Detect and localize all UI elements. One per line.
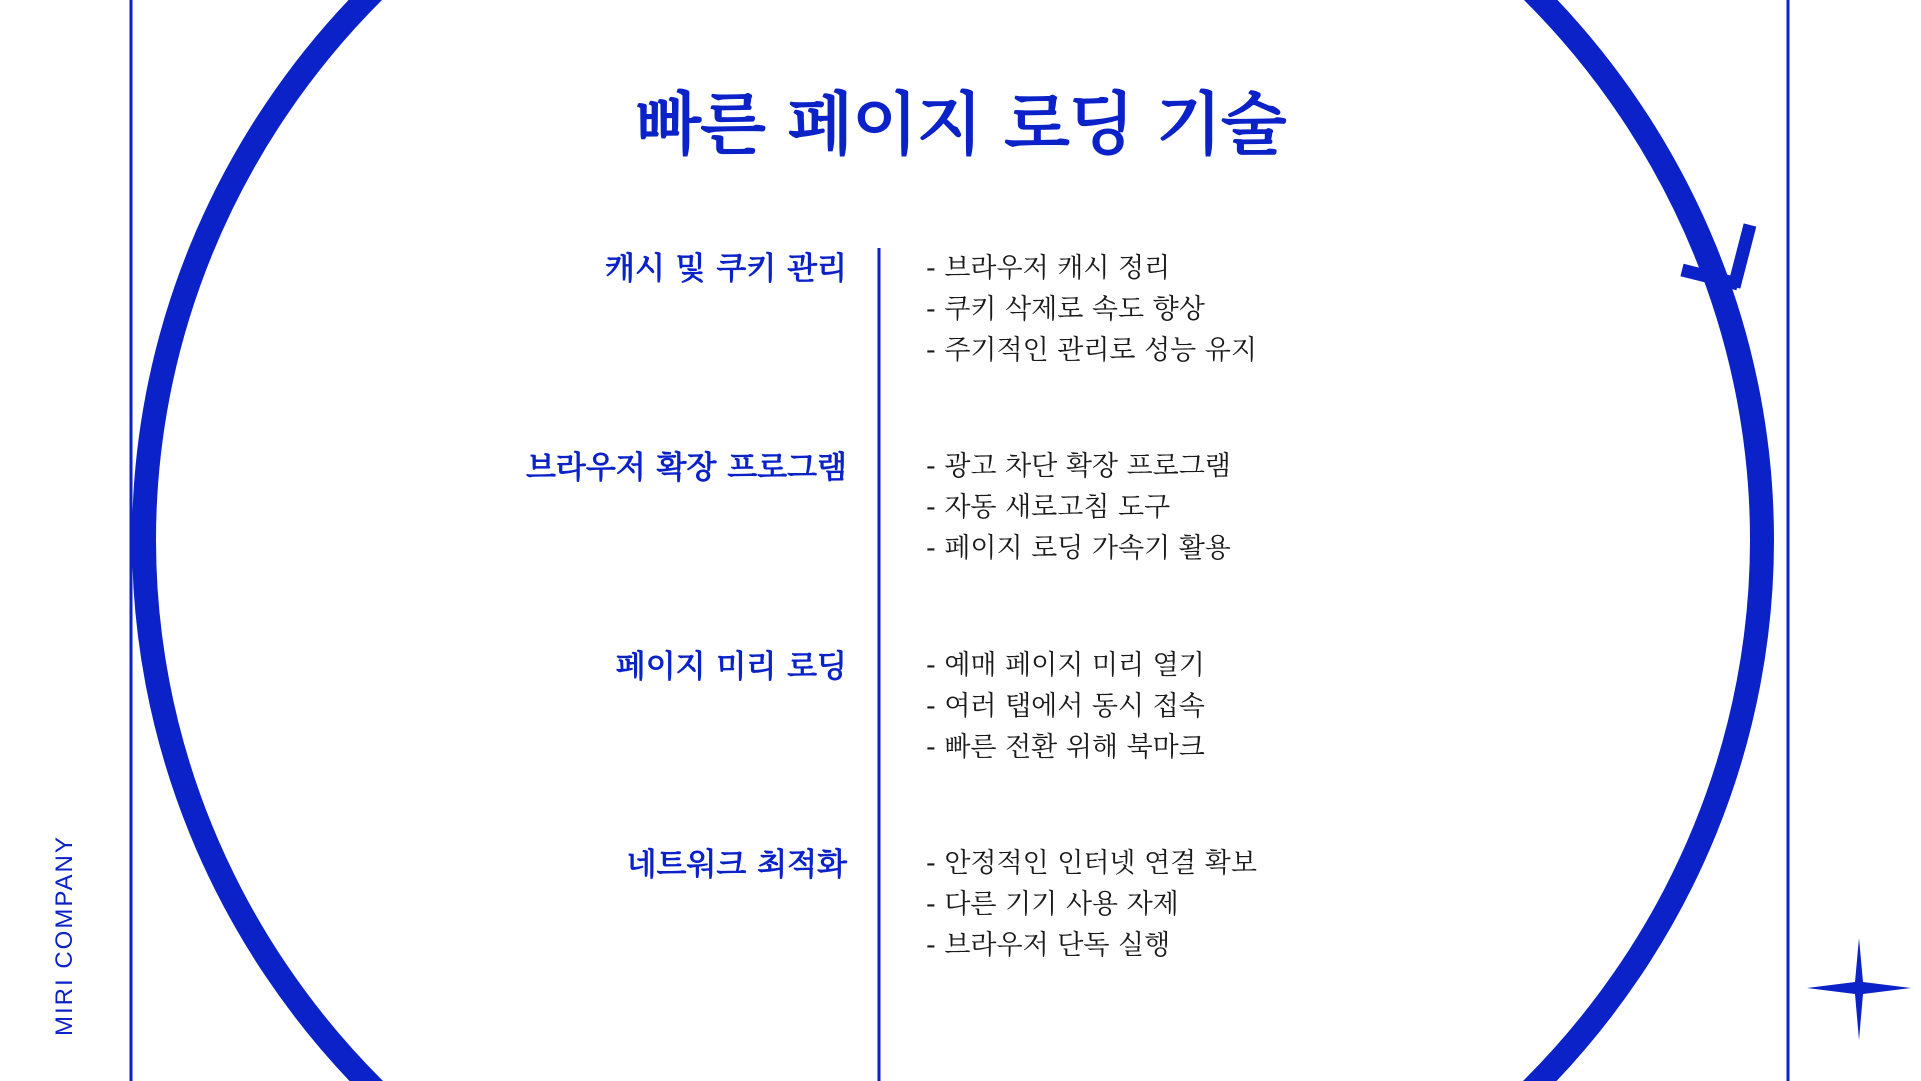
bullet-list-browser-extensions — [926, 446, 1231, 569]
bullet-list-cache-cookie — [926, 248, 1257, 371]
section-title-browser-extensions: 브라우저 확장 프로그램 — [525, 450, 847, 486]
list-item: - 빠른 전환 위해 북마크 — [926, 732, 1205, 763]
list-item: - 광고 차단 확장 프로그램 — [926, 451, 1231, 482]
list-item: - 자동 새로고침 도구 — [926, 492, 1171, 523]
list-item: - 예매 페이지 미리 열기 — [926, 650, 1205, 681]
bullet-list-network — [926, 843, 1257, 966]
list-item: - 여러 탭에서 동시 접속 — [926, 691, 1205, 722]
section-title-network: 네트워크 최적화 — [626, 847, 847, 883]
section-title-cache-cookie: 캐시 및 쿠키 관리 — [605, 251, 847, 287]
list-item: - 페이지 로딩 가속기 활용 — [926, 533, 1231, 564]
list-item: - 브라우저 단독 실행 — [926, 930, 1171, 961]
list-item: - 브라우저 캐시 정리 — [926, 253, 1171, 284]
list-item: - 쿠키 삭제로 속도 향상 — [926, 294, 1205, 325]
list-item: - 다른 기기 사용 자제 — [926, 889, 1179, 920]
list-item: - 주기적인 관리로 성능 유지 — [926, 335, 1257, 366]
section-title-preloading: 페이지 미리 로딩 — [615, 649, 847, 685]
bullet-list-preloading — [926, 645, 1205, 768]
page-title: 빠른 페이지 로딩 기술 — [635, 86, 1286, 165]
list-item: - 안정적인 인터넷 연결 확보 — [926, 848, 1257, 879]
sparkle-star-icon — [1807, 938, 1911, 1040]
brand-label: MIRI COMPANY — [51, 835, 78, 1036]
